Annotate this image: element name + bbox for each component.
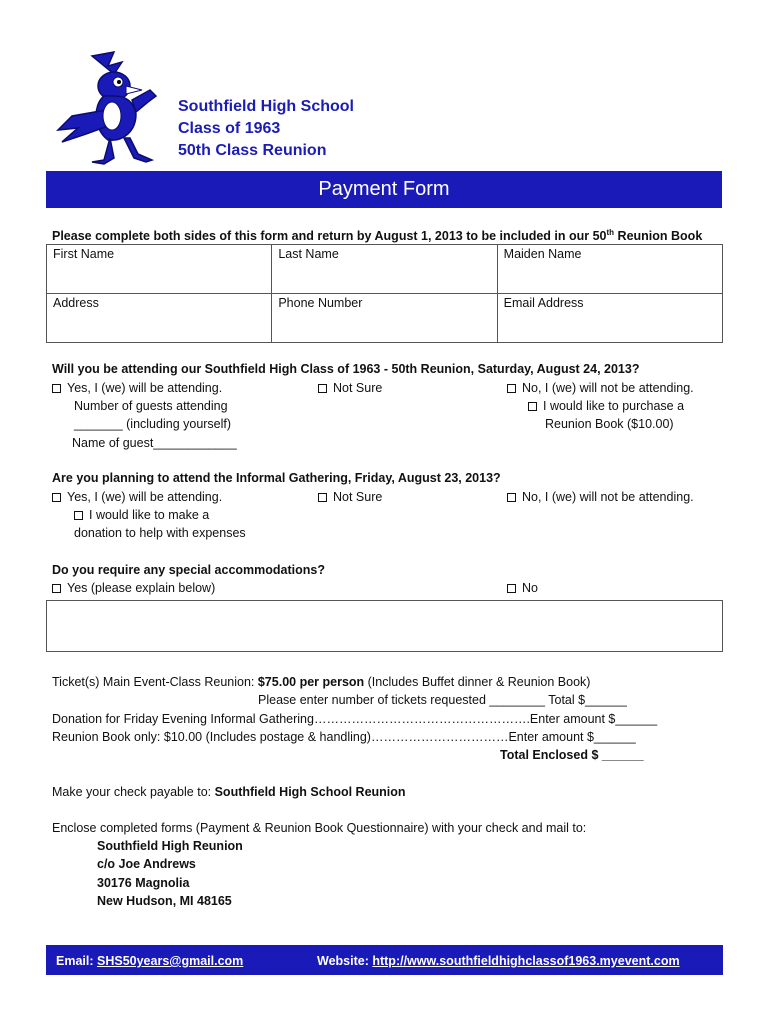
email-address-field[interactable]: Email Address xyxy=(497,294,722,343)
checkbox-icon[interactable] xyxy=(74,511,83,520)
q2-no-option[interactable]: No, I (we) will not be attending. xyxy=(507,489,694,505)
website-link[interactable]: http://www.southfieldhighclassof1963.myevent.com xyxy=(372,954,680,968)
maiden-name-field[interactable]: Maiden Name xyxy=(497,245,722,294)
q1-no-option[interactable]: No, I (we) will not be attending. xyxy=(507,380,694,396)
last-name-field[interactable]: Last Name xyxy=(272,245,497,294)
q3-no-option[interactable]: No xyxy=(507,580,538,596)
donation-option[interactable]: I would like to make a xyxy=(74,507,209,523)
donation-label: donation to help with expenses xyxy=(74,526,246,540)
donation-amount-line[interactable]: Donation for Friday Evening Informal Gathering…………………………………………….Enter amount $______ xyxy=(52,712,658,726)
mail-address-line: Southfield High Reunion xyxy=(97,839,243,853)
checkbox-icon[interactable] xyxy=(507,384,516,393)
purchase-book-option[interactable]: I would like to purchase a xyxy=(528,398,684,414)
tickets-requested-line[interactable]: Please enter number of tickets requested ________ Total $______ xyxy=(258,693,627,707)
total-enclosed-line[interactable]: Total Enclosed $ ______ xyxy=(500,748,644,762)
first-name-field[interactable]: First Name xyxy=(47,245,272,294)
including-yourself-field[interactable]: _______ (including yourself) xyxy=(74,417,232,431)
email-link[interactable]: SHS50years@gmail.com xyxy=(97,954,244,968)
mail-address-line: New Hudson, MI 48165 xyxy=(97,894,232,908)
checkbox-icon[interactable] xyxy=(52,384,61,393)
footer-email: Email: SHS50years@gmail.com xyxy=(56,954,244,968)
phone-number-field[interactable]: Phone Number xyxy=(272,294,497,343)
reunion-book-amount-line[interactable]: Reunion Book only: $10.00 (Includes postage & handling)……………………………Enter amount $______ xyxy=(52,730,636,744)
checkbox-icon[interactable] xyxy=(52,584,61,593)
address-field[interactable]: Address xyxy=(47,294,272,343)
guest-name-field[interactable]: Name of guest____________ xyxy=(72,436,237,450)
q1-question: Will you be attending our Southfield High Class of 1963 - 50th Reunion, Saturday, August 24, 2013? xyxy=(52,362,640,376)
checkbox-icon[interactable] xyxy=(507,493,516,502)
bluejay-mascot-logo xyxy=(52,50,164,166)
q3-yes-option[interactable]: Yes (please explain below) xyxy=(52,580,215,596)
checkbox-icon[interactable] xyxy=(318,384,327,393)
book-price-label: Reunion Book ($10.00) xyxy=(545,417,674,431)
school-name: Southfield High School xyxy=(178,98,354,115)
q2-question: Are you planning to attend the Informal Gathering, Friday, August 23, 2013? xyxy=(52,471,501,485)
checkbox-icon[interactable] xyxy=(507,584,516,593)
q2-yes-option[interactable]: Yes, I (we) will be attending. xyxy=(52,489,222,505)
guests-count-label: Number of guests attending xyxy=(74,399,228,413)
mail-instructions: Enclose completed forms (Payment & Reunion Book Questionnaire) with your check and mail to: xyxy=(52,821,587,835)
class-year: Class of 1963 xyxy=(178,120,281,137)
footer-bar xyxy=(46,945,723,975)
contact-fields-table xyxy=(46,244,723,343)
checkbox-icon[interactable] xyxy=(52,493,61,502)
q1-notsure-option[interactable]: Not Sure xyxy=(318,380,382,396)
checkbox-icon[interactable] xyxy=(318,493,327,502)
payable-line: Make your check payable to: Southfield High School Reunion xyxy=(52,785,406,799)
mail-address-line: c/o Joe Andrews xyxy=(97,857,196,871)
footer-website: Website: http://www.southfieldhighclassof1963.myevent.com xyxy=(317,954,680,968)
intro-text: Please complete both sides of this form and return by August 1, 2013 to be included in our 50th Reunion Book xyxy=(52,227,703,243)
checkbox-icon[interactable] xyxy=(528,402,537,411)
page-title: Payment Form xyxy=(318,178,450,200)
q3-question: Do you require any special accommodations? xyxy=(52,563,325,577)
q2-notsure-option[interactable]: Not Sure xyxy=(318,489,382,505)
reunion-title: 50th Class Reunion xyxy=(178,142,327,159)
main-event-ticket-line: Ticket(s) Main Event-Class Reunion: $75.00 per person (Includes Buffet dinner & Reunion Book) xyxy=(52,675,591,689)
accommodations-explain-box[interactable] xyxy=(46,600,723,652)
title-banner xyxy=(46,171,722,208)
q1-yes-option[interactable]: Yes, I (we) will be attending. xyxy=(52,380,222,396)
mail-address-line: 30176 Magnolia xyxy=(97,876,190,890)
